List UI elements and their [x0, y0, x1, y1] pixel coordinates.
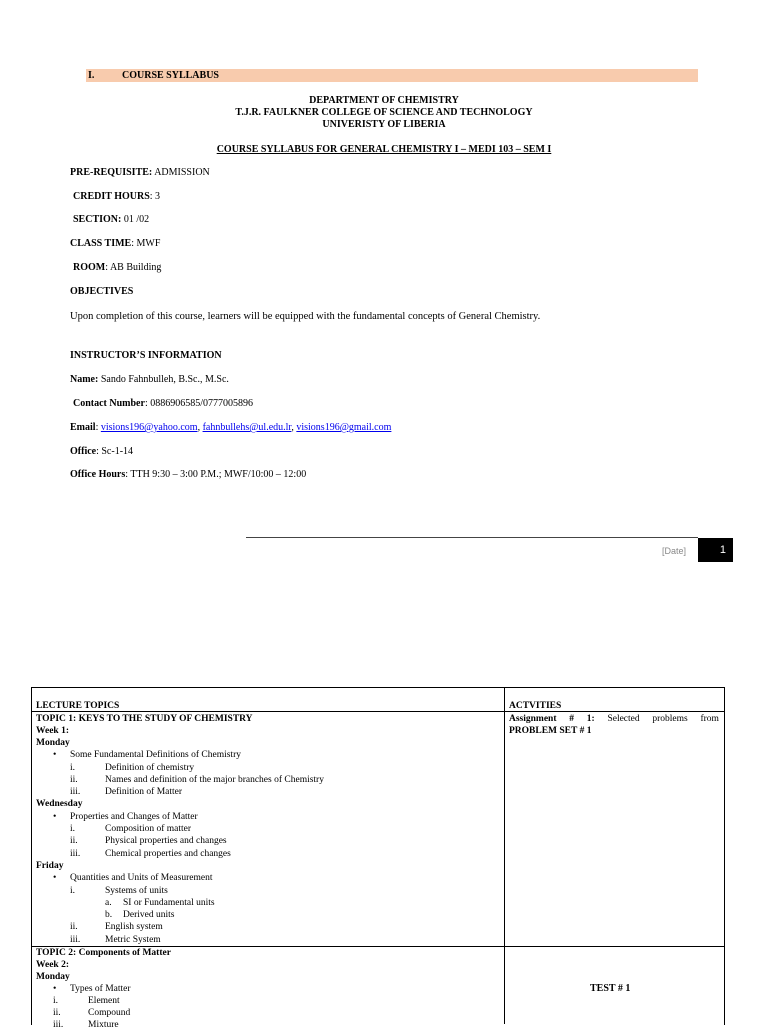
assignment-word: Selected — [607, 714, 640, 724]
list-item: Names and definition of the major branches of Chemistry — [105, 775, 324, 785]
objectives-text: Upon completion of this course, learners will be equipped with the fundamental concepts of General Chemistry. — [70, 311, 541, 322]
assignment-1-activity — [509, 713, 719, 738]
objectives-heading: OBJECTIVES — [70, 286, 134, 297]
office-field — [70, 446, 133, 458]
assignment-word: 1: — [586, 714, 595, 724]
section-label: SECTION: — [73, 214, 122, 225]
office-hours-value: : TTH 9:30 – 3:00 P.M.; MWF/10:00 – 12:00 — [125, 469, 307, 480]
email-separator: , — [291, 422, 297, 433]
bullet-icon: • — [53, 750, 57, 760]
table-column-divider — [504, 687, 505, 1024]
topic-2-heading: TOPIC 2: Components of Matter — [36, 948, 171, 958]
page-number-box — [698, 538, 733, 562]
bullet-item: Types of Matter — [70, 984, 131, 994]
list-item: Element — [88, 996, 120, 1006]
list-number: i. — [70, 763, 76, 773]
list-item: Definition of chemistry — [105, 763, 195, 773]
list-number: iii. — [70, 935, 81, 945]
instructor-name-value: Sando Fahnbulleh, B.Sc., M.Sc. — [98, 374, 229, 385]
list-number: ii. — [70, 922, 78, 932]
list-letter: a. — [105, 898, 112, 908]
list-letter: b. — [105, 910, 113, 920]
office-label: Office — [70, 446, 97, 457]
list-item: Metric System — [105, 935, 161, 945]
assignment-word: Assignment — [509, 714, 557, 724]
prerequisite-field — [70, 167, 210, 179]
table-header-rule — [31, 711, 724, 712]
university-name: UNIVERISTY OF LIBERIA — [322, 119, 446, 130]
list-number: i. — [70, 824, 76, 834]
bullet-item: Quantities and Units of Measurement — [70, 873, 213, 883]
section-value: 01 /02 — [121, 214, 150, 225]
week-2-label: Week 2: — [36, 960, 69, 970]
office-hours-label: Office Hours — [70, 469, 126, 480]
class-time-label: CLASS TIME — [70, 238, 132, 249]
assignment-word: from — [700, 714, 719, 724]
footer-rule — [246, 537, 698, 538]
room-field — [73, 262, 161, 274]
bullet-icon: • — [53, 873, 57, 883]
contact-number-value: : 0886906585/0777005896 — [144, 398, 253, 409]
email-separator: : — [95, 422, 101, 433]
email-link-gmail[interactable]: visions196@gmail.com — [296, 422, 392, 433]
room-label: ROOM — [73, 262, 106, 273]
assignment-problem-set: PROBLEM SET # 1 — [509, 726, 592, 737]
list-number: iii. — [70, 849, 81, 859]
list-item: Systems of units — [105, 886, 168, 896]
list-number: i. — [70, 886, 76, 896]
class-time-field — [70, 238, 160, 250]
bullet-icon: • — [53, 984, 57, 994]
list-item: Mixture — [88, 1020, 119, 1030]
bullet-item: Some Fundamental Definitions of Chemistry — [70, 750, 241, 760]
office-hours-field — [70, 469, 306, 481]
list-item: Compound — [88, 1008, 131, 1018]
syllabus-title-wrap — [0, 144, 768, 156]
list-number: ii. — [70, 775, 78, 785]
instructor-heading: INSTRUCTOR’S INFORMATION — [70, 350, 222, 361]
header-lecture-topics: LECTURE TOPICS — [36, 701, 120, 711]
email-separator: , — [197, 422, 203, 433]
prerequisite-label: PRE-REQUISITE: — [70, 167, 153, 178]
instructor-name-label: Name: — [70, 374, 99, 385]
list-item: Physical properties and changes — [105, 836, 227, 846]
list-item: SI or Fundamental units — [123, 898, 215, 908]
list-item: English system — [105, 922, 163, 932]
prerequisite-value: ADMISSION — [152, 167, 210, 178]
section-field — [73, 214, 149, 226]
email-link-yahoo[interactable]: visions196@yahoo.com — [100, 422, 198, 433]
room-value: : AB Building — [105, 262, 162, 273]
class-time-value: : MWF — [131, 238, 161, 249]
list-number: ii. — [70, 836, 78, 846]
email-label: Email — [70, 422, 96, 433]
week-1-monday-label: Monday — [36, 738, 70, 748]
college-name: T.J.R. FAULKNER COLLEGE OF SCIENCE AND TECHNOLOGY — [235, 107, 533, 118]
topic-1-heading: TOPIC 1: KEYS TO THE STUDY OF CHEMISTRY — [36, 714, 253, 724]
week-2-monday-label: Monday — [36, 972, 70, 982]
test-1-label: TEST # 1 — [590, 983, 631, 994]
credit-hours-value: : 3 — [149, 191, 161, 202]
list-item: Composition of matter — [105, 824, 192, 834]
assignment-word: problems — [652, 714, 688, 724]
syllabus-title: COURSE SYLLABUS FOR GENERAL CHEMISTRY I – MEDI 103 – SEM I — [216, 144, 552, 155]
list-number: ii. — [53, 1008, 61, 1018]
week-1-wednesday-label: Wednesday — [36, 799, 83, 809]
section-title: COURSE SYLLABUS — [122, 70, 219, 81]
list-number: i. — [53, 996, 59, 1006]
bullet-icon: • — [53, 812, 57, 822]
credit-hours-field — [73, 191, 160, 203]
email-link-ul[interactable]: fahnbullehs@ul.edu.lr — [202, 422, 292, 433]
email-field — [70, 422, 391, 434]
week-1-friday-label: Friday — [36, 861, 64, 871]
office-value: : Sc-1-14 — [96, 446, 134, 457]
list-item: Chemical properties and changes — [105, 849, 231, 859]
contact-number-label: Contact Number — [73, 398, 145, 409]
bullet-item: Properties and Changes of Matter — [70, 812, 198, 822]
header-activities: ACTVITIES — [509, 701, 562, 711]
list-number: iii. — [53, 1020, 64, 1030]
assignment-word: # — [569, 714, 575, 724]
section-number: I. — [88, 70, 95, 81]
list-number: iii. — [70, 787, 81, 797]
list-item: Derived units — [123, 910, 175, 920]
assignment-line — [509, 713, 719, 725]
week-1-label: Week 1: — [36, 726, 69, 736]
department-name: DEPARTMENT OF CHEMISTRY — [309, 95, 459, 106]
list-item: Definition of Matter — [105, 787, 183, 797]
contact-number-field — [73, 398, 253, 410]
footer-date: [Date] — [662, 546, 687, 556]
credit-hours-label: CREDIT HOURS — [73, 191, 150, 202]
page-number: 1 — [719, 544, 726, 556]
section-heading-bar — [86, 69, 698, 82]
instructor-name-field — [70, 374, 229, 386]
